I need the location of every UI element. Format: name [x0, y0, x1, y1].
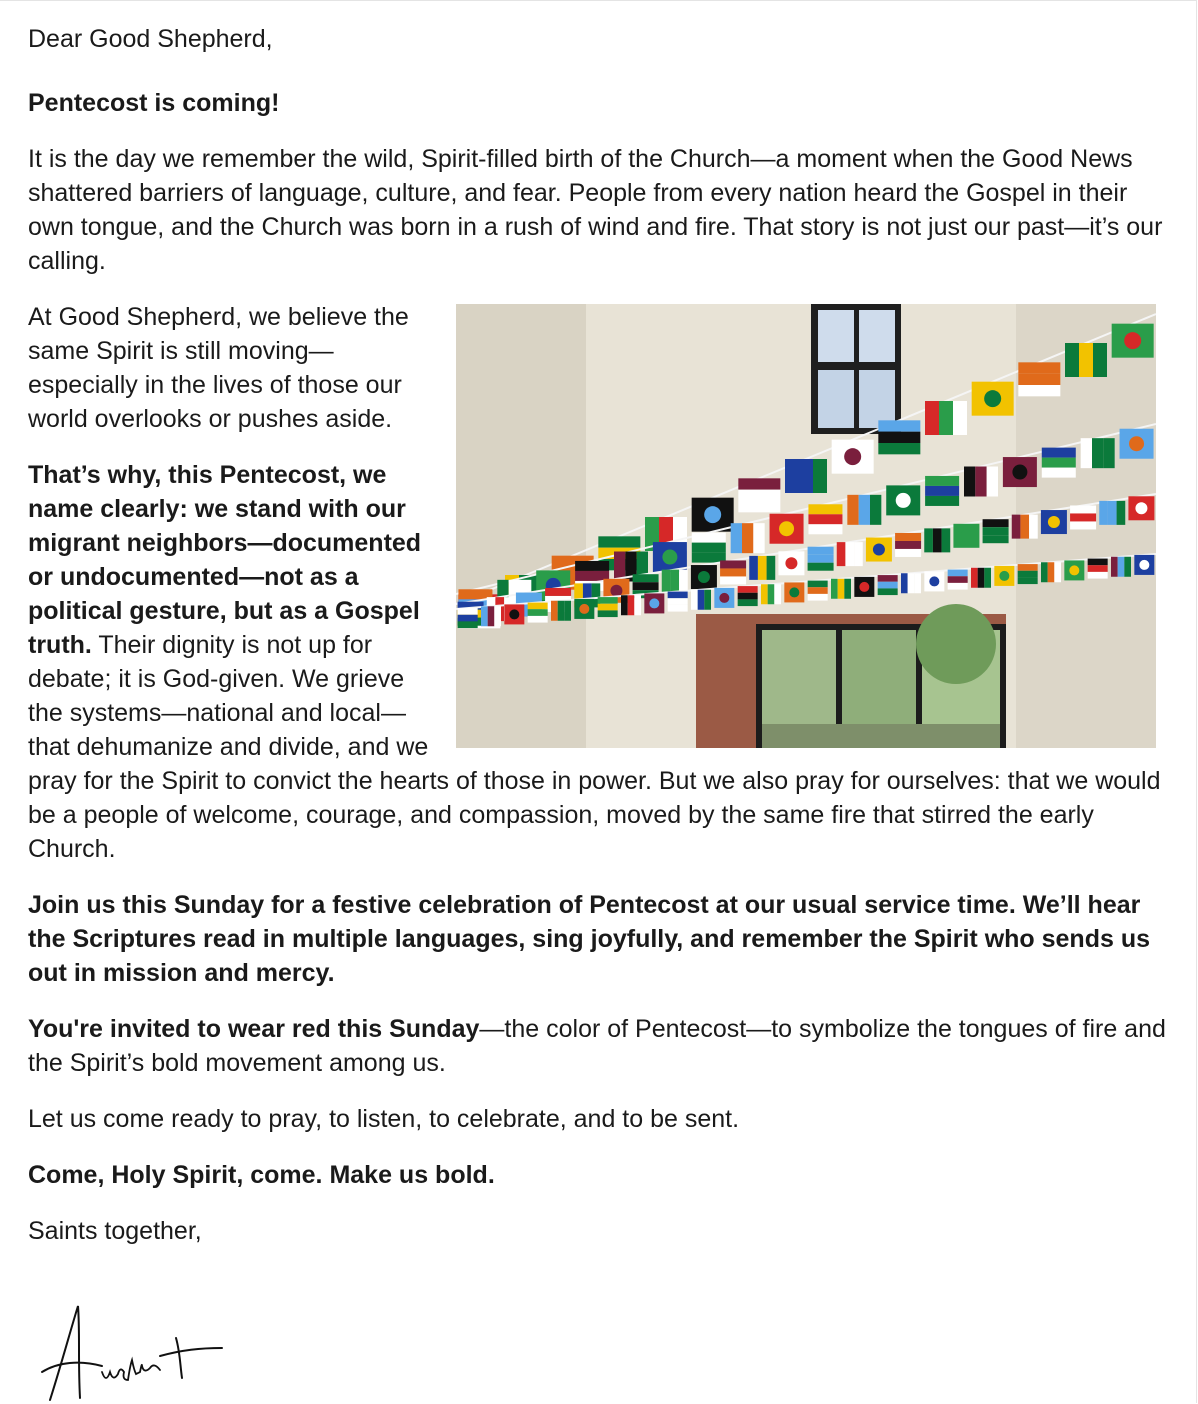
flag — [886, 485, 920, 515]
flags-photo — [456, 304, 1156, 748]
flag — [504, 604, 524, 624]
flag — [644, 593, 664, 613]
flag — [1018, 564, 1038, 584]
flag — [895, 533, 921, 557]
flag — [785, 459, 827, 493]
flag — [1120, 429, 1154, 459]
flag — [738, 586, 758, 606]
flag — [808, 547, 834, 571]
flag — [1003, 457, 1037, 487]
flag — [925, 476, 959, 506]
flag — [983, 519, 1009, 543]
flag — [854, 577, 874, 597]
flag — [1042, 448, 1076, 478]
stance-bold-text: That’s why, this Pentecost, we name clearly: we stand with our migrant neighbors—documented or undocumented—not as a political gesture, but as a Gospel truth. — [28, 461, 422, 659]
flag — [778, 551, 804, 575]
flag — [692, 498, 734, 532]
flag — [551, 601, 571, 621]
invite-paragraph: Join us this Sunday for a festive celebration of Pentecost at our usual service time. We’ll hear the Scriptures read in multiple languages, sing joyfully, and remember the Spirit who sends us out in mission and mercy. — [28, 891, 1150, 987]
flags-image — [456, 304, 1156, 748]
flag — [1128, 496, 1154, 520]
flag — [972, 382, 1014, 416]
wear-red-paragraph — [28, 1012, 1168, 1080]
flag — [948, 570, 968, 590]
flag — [598, 597, 618, 617]
flag — [831, 579, 851, 599]
flag — [1012, 515, 1038, 539]
wear-red-text: —the color of Pentecost—to symbolize the tongues of fire and the Spirit’s bold movement among us. — [28, 1015, 1166, 1077]
flag — [662, 570, 688, 594]
flag — [1111, 557, 1131, 577]
flag — [847, 495, 881, 525]
ready-paragraph: Let us come ready to pray, to listen, to celebrate, and to be sent. — [28, 1105, 740, 1133]
flag — [953, 524, 979, 548]
flag — [808, 581, 828, 601]
flag — [574, 599, 594, 619]
flag — [1134, 555, 1154, 575]
belief-paragraph: At Good Shepherd, we believe the same Spirit is still moving—especially in the lives of those our world overlooks or pushes aside. — [28, 303, 409, 433]
flag — [784, 582, 804, 602]
flag — [832, 440, 874, 474]
flag — [837, 542, 863, 566]
flag — [528, 603, 548, 623]
flag — [878, 420, 920, 454]
flag — [738, 478, 780, 512]
flag — [691, 590, 711, 610]
photo-wrapped-section — [28, 300, 1168, 888]
flag — [1070, 505, 1096, 529]
flag — [964, 467, 998, 497]
flag — [731, 523, 765, 553]
flag — [866, 538, 892, 562]
flag — [770, 514, 804, 544]
prayer-line: Come, Holy Spirit, come. Make us bold. — [28, 1161, 495, 1189]
intro-paragraph: It is the day we remember the wild, Spirit-filled birth of the Church—a moment when the Good News shattered barriers of language, culture, and fear. People from every nation heard the Gospel in their own tongue, and the Church was born in a rush of wind and fire. That story is not just our past—it’s our calling. — [28, 145, 1163, 275]
flag — [924, 571, 944, 591]
flag — [1041, 562, 1061, 582]
flag — [808, 504, 842, 534]
flag — [1088, 559, 1108, 579]
flag — [924, 528, 950, 552]
letter-heading: Pentecost is coming! — [28, 89, 280, 117]
flag — [1099, 501, 1125, 525]
stance-text: Their dignity is not up for debate; it is God-given. We grieve the systems—national and local—that dehumanize and divide, and we pray for the Spirit to convict the hearts of those in power. But we also pray for ourselves: that we would be a people of welcome, courage, and compassion, moved by the same fire that stirred the early Church. — [28, 631, 1161, 863]
flag — [1081, 438, 1115, 468]
flag — [1018, 362, 1060, 396]
flag — [925, 401, 967, 435]
flag — [1112, 324, 1154, 358]
flag — [621, 595, 641, 615]
wear-red-bold: You're invited to wear red this Sunday — [28, 1015, 480, 1043]
flag — [458, 608, 478, 628]
flag — [692, 533, 726, 563]
flag — [691, 565, 717, 589]
closing-line: Saints together, — [28, 1217, 202, 1245]
flag — [761, 584, 781, 604]
letter-body — [28, 22, 1168, 1270]
flag — [971, 568, 991, 588]
flag — [720, 560, 746, 584]
flag — [714, 588, 734, 608]
greeting: Dear Good Shepherd, — [28, 25, 273, 53]
flag — [1065, 343, 1107, 377]
flag — [878, 575, 898, 595]
flag — [1041, 510, 1067, 534]
flag — [1064, 560, 1084, 580]
flag — [668, 592, 688, 612]
flag — [749, 556, 775, 580]
signature-image — [40, 1302, 230, 1402]
flag — [901, 573, 921, 593]
flag — [994, 566, 1014, 586]
flag — [481, 606, 501, 626]
